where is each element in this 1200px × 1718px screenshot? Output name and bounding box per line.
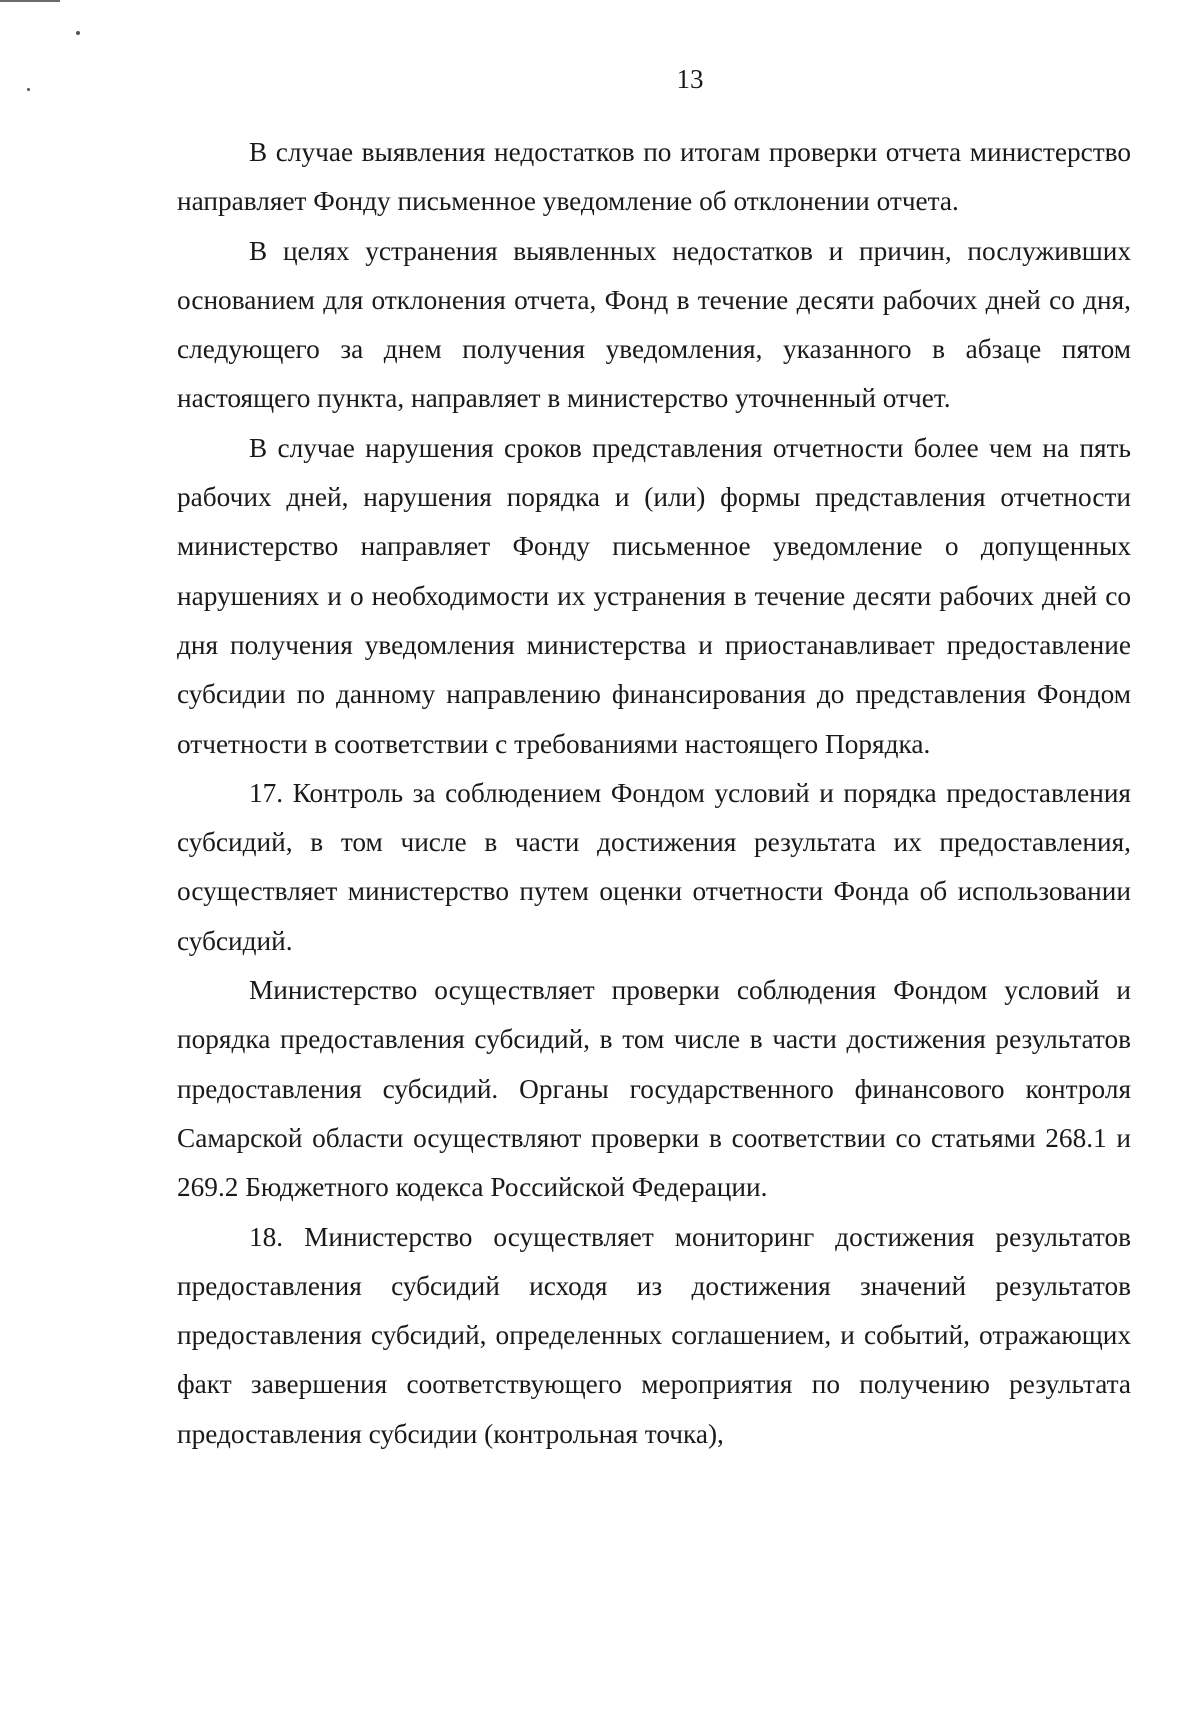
scan-speck: [76, 31, 80, 35]
document-body: [177, 128, 1131, 1459]
paragraph: В случае нарушения сроков представления отчетности более чем на пять рабочих дней, нарушения порядка и (или) формы представления отчетности министерство направляет Фонду письменное уведомление о допущенных нарушениях и о необходимости их устранения в течение десяти рабочих дней со дня получения уведомления министерства и приостанавливает предоставление субсидии по данному направлению финансирования до представления Фондом отчетности в соответствии с требованиями настоящего Порядка.: [177, 432, 1131, 759]
page-number: 13: [676, 64, 704, 94]
paragraph: Министерство осуществляет проверки соблюдения Фондом условий и порядка предоставления субсидий, в том числе в части достижения результатов предоставления субсидий. Органы государственного финансового контроля Самарской области осуществляют проверки в соответствии со статьями 268.1 и 269.2 Бюджетного кодекса Российской Федерации.: [177, 975, 1131, 1203]
paragraph: 17. Контроль за соблюдением Фондом условий и порядка предоставления субсидий, в том числе в части достижения результата их предоставления, осуществляет министерство путем оценки отчетности Фонда об использовании субсидий.: [177, 777, 1131, 956]
scan-edge-mark: [0, 0, 60, 2]
paragraph: 18. Министерство осуществляет мониторинг достижения результатов предоставления субсидий исходя из достижения значений результатов предоставления субсидий, определенных соглашением, и событий, отражающих факт завершения соответствующего мероприятия по получению результата предоставления субсидии (контрольная точка),: [177, 1221, 1131, 1449]
paragraph: В целях устранения выявленных недостатков и причин, послуживших основанием для отклонения отчета, Фонд в течение десяти рабочих дней со дня, следующего за днем получения уведомления, указанного в абзаце пятом настоящего пункта, направляет в министерство уточненный отчет.: [177, 235, 1131, 414]
paragraph: В случае выявления недостатков по итогам проверки отчета министерство направляет Фонду письменное уведомление об отклонении отчета.: [177, 137, 1131, 217]
